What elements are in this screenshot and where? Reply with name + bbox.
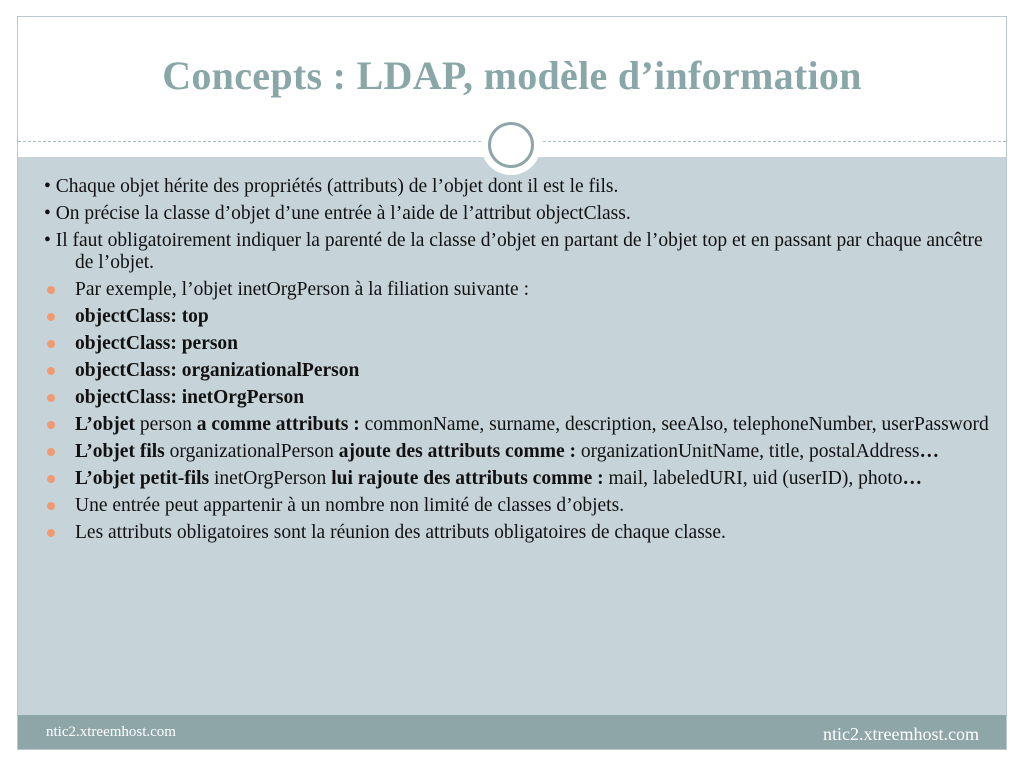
list-item	[44, 333, 994, 355]
bullet-dot-icon	[47, 367, 55, 375]
bullet-text: • On précise la classe d’objet d’une entrée à l’aide de l’attribut objectClass.	[44, 203, 631, 224]
list-item	[44, 230, 994, 274]
bold-text: L’objet	[75, 414, 135, 435]
text: mail, labeledURI, uid (userID), photo	[603, 468, 903, 489]
list-item	[44, 279, 994, 301]
bullet-dot-icon	[47, 421, 55, 429]
bullet-dot-icon	[47, 502, 55, 510]
circle-ring-icon	[488, 122, 534, 168]
bullet-text: • Chaque objet hérite des propriétés (attributs) de l’objet dont il est le fils.	[44, 176, 619, 197]
bullet-dot-icon	[47, 475, 55, 483]
list-item	[44, 414, 994, 436]
text: inetOrgPerson	[209, 468, 332, 489]
bold-text: …	[902, 468, 923, 489]
objectclass-line: objectClass: top	[75, 306, 209, 327]
list-item	[44, 176, 994, 198]
bold-text: ajoute des attributs comme :	[338, 441, 576, 462]
bold-text: a comme attributs :	[196, 414, 360, 435]
bullet-text: Les attributs obligatoires sont la réunion des attributs obligatoires de chaque classe.	[75, 522, 726, 543]
slide-title: Concepts : LDAP, modèle d’information	[162, 53, 862, 98]
text: commonName, surname, description, seeAlso, telephoneNumber, userPassword	[359, 414, 989, 435]
footer-url-right: ntic2.xtreemhost.com	[823, 724, 979, 744]
list-item	[44, 468, 994, 490]
bullet-text: Par exemple, l’objet inetOrgPerson à la filiation suivante :	[75, 279, 529, 300]
list-item	[44, 203, 994, 225]
objectclass-line: objectClass: organizationalPerson	[75, 360, 360, 381]
bold-text: …	[919, 441, 939, 462]
objectclass-line: objectClass: inetOrgPerson	[75, 387, 305, 408]
text: organizationalPerson	[164, 441, 339, 462]
list-item	[44, 522, 994, 544]
list-item	[44, 360, 994, 382]
bold-text: lui rajoute des attributs comme :	[331, 468, 604, 489]
bullet-list	[44, 176, 994, 549]
footer-url-left: ntic2.xtreemhost.com	[46, 724, 176, 740]
bullet-dot-icon	[47, 529, 55, 537]
bullet-text: • Il faut obligatoirement indiquer la parenté de la classe d’objet en partant de l’objet top et en passant par chaque ancêtre de l’objet.	[44, 230, 983, 273]
bullet-dot-icon	[47, 313, 55, 321]
bullet-dot-icon	[47, 448, 55, 456]
bullet-text: Une entrée peut appartenir à un nombre non limité de classes d’objets.	[75, 495, 625, 516]
list-item	[44, 441, 994, 463]
objectclass-line: objectClass: person	[75, 333, 239, 354]
list-item	[44, 495, 994, 517]
bullet-dot-icon	[47, 394, 55, 402]
bullet-dot-icon	[47, 340, 55, 348]
bold-text: L’objet petit-fils	[75, 468, 210, 489]
list-item	[44, 306, 994, 328]
text: organizationUnitName, title, postalAddress	[575, 441, 920, 462]
text: person	[134, 414, 197, 435]
bullet-dot-icon	[47, 286, 55, 294]
list-item	[44, 387, 994, 409]
bold-text: L’objet fils	[75, 441, 165, 462]
